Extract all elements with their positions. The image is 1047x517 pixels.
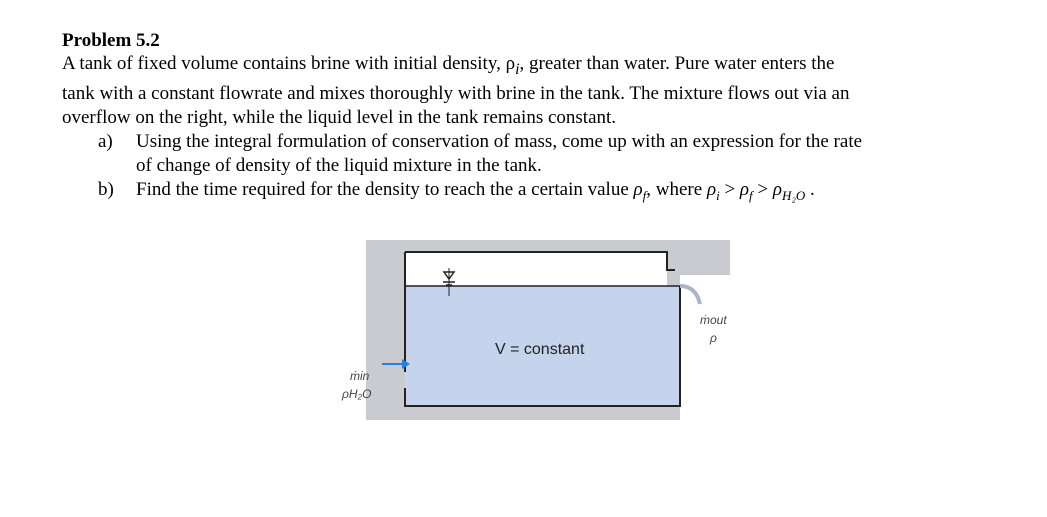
problem-statement xyxy=(62,52,992,130)
part-b: b) Find the time required for the density to reach the a certain value $\rho_f$, where $\rho_i > \rho_f > \rho_{H_2O}$ . xyxy=(98,178,815,203)
part-b-text: Find the time required for the density to reach the a certain value xyxy=(136,178,634,200)
tank-diagram xyxy=(330,240,750,440)
inflow-density-label: ρH₂O xyxy=(342,387,372,401)
part-a-line1: Using the integral formulation of conservation of mass, come up with an expression for the rate xyxy=(136,130,863,152)
outflow-mass-label: ṁout xyxy=(700,313,727,327)
rho-water: $\rho_{H_2O}$ xyxy=(772,178,806,203)
tank-air-space xyxy=(405,252,667,286)
problem-parts xyxy=(62,130,992,208)
part-b-marker: b) xyxy=(98,178,114,200)
outflow-density-label: ρ xyxy=(710,331,717,345)
rho-f: $\rho_f$ xyxy=(633,178,647,203)
overflow-stream xyxy=(680,286,700,304)
problem-document xyxy=(62,30,992,208)
part-a-line2: of change of density of the liquid mixture in the tank. xyxy=(136,154,542,176)
statement-line2: tank with a constant flowrate and mixes thoroughly with brine in the tank. The mixture flows out via an xyxy=(62,82,850,104)
part-a-marker: a) xyxy=(98,130,113,152)
statement-line1: A tank of fixed volume contains brine with initial density, $\rho_i$, greater than water. Pure water enters the xyxy=(62,53,835,78)
inflow-mass-label: ṁin xyxy=(350,369,370,383)
statement-line3: overflow on the right, while the liquid level in the tank remains constant. xyxy=(62,106,617,128)
rho-f2: $\rho_f$ xyxy=(739,178,753,203)
tank-figure xyxy=(330,240,750,440)
problem-title: Problem 5.2 xyxy=(62,30,160,51)
part-a xyxy=(62,130,992,178)
rho-i: $\rho_i$ xyxy=(706,178,720,203)
volume-label: V = constant xyxy=(495,341,585,358)
